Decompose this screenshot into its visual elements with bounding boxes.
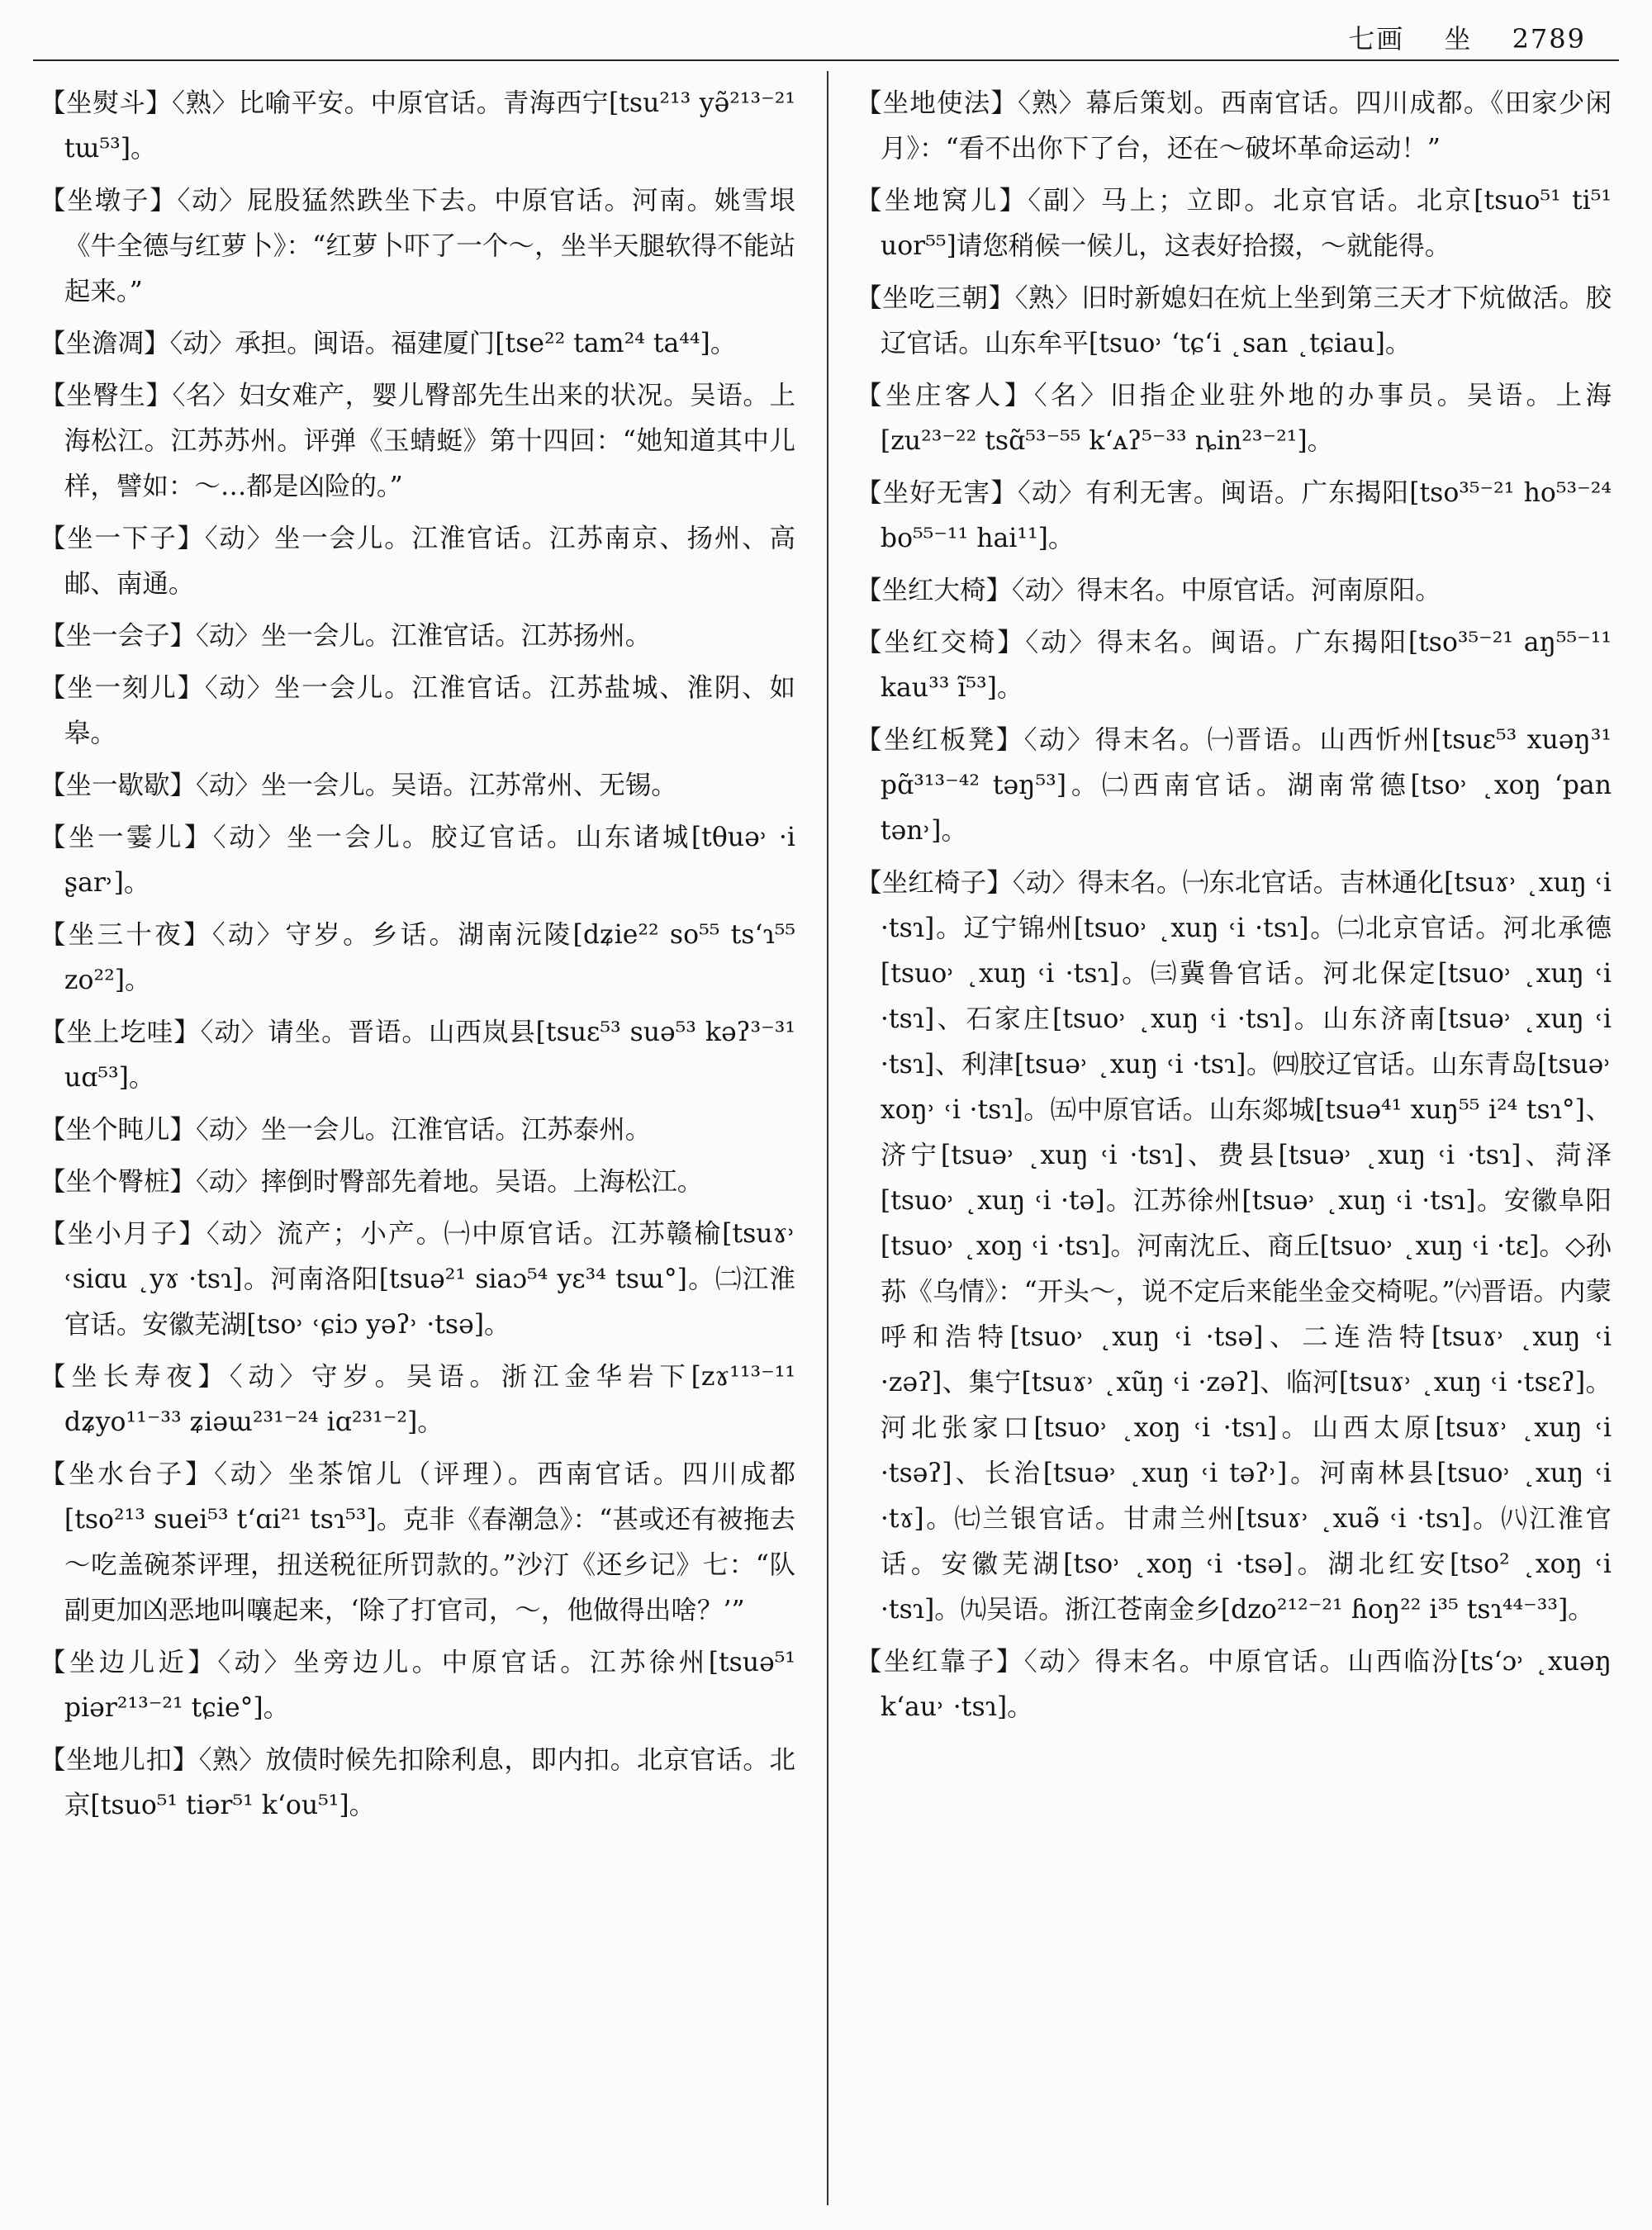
dictionary-entry: 【坐好无害】〈动〉有利无害。闽语。广东揭阳[tso³⁵⁻²¹ ho⁵³⁻²⁴ bo⁵⁵⁻¹¹ hai¹¹]。 <box>856 478 1612 553</box>
header-section: 七画 <box>1348 23 1405 55</box>
dictionary-entry: 【坐小月子】〈动〉流产；小产。㈠中原官话。江苏赣榆[tsuɤ˒ ˓siɑu ˛yɤ ·tsɿ]。河南洛阳[tsuə²¹ siaɔ⁵⁴ yɛ³⁴ tsɯ°]。㈡江淮官话。安徽芜湖[tso˒ ˓ɕiɔ yəʔ˒ ·tsə]。 <box>40 1219 795 1340</box>
dictionary-entry: 【坐一霎儿】〈动〉坐一会儿。胶辽官话。山东诸城[tθuə˒ ·i ʂar˒]。 <box>40 823 795 898</box>
dictionary-entry: 【坐一会子】〈动〉坐一会儿。江淮官话。江苏扬州。 <box>40 621 652 651</box>
page-number: 2789 <box>1512 23 1586 55</box>
dictionary-entry: 【坐长寿夜】〈动〉守岁。吴语。浙江金华岩下[zɤ¹¹³⁻¹¹ dʑyo¹¹⁻³³ ʑiəɯ²³¹⁻²⁴ iɑ²³¹⁻²]。 <box>40 1362 795 1437</box>
dictionary-entry: 【坐水台子】〈动〉坐茶馆儿（评理）。西南官话。四川成都[tso²¹³ suei⁵³ t‘ɑi²¹ tsɿ⁵³]。克非《春潮急》：“甚或还有被拖去～吃盖碗茶评理，扭送税征所罚款的。”沙汀《还乡记》七：“队副更加凶恶地叫嚷起来，‘除了打官司，～，他做得出啥？’” <box>40 1459 795 1625</box>
dictionary-entry: 【坐地使法】〈熟〉幕后策划。西南官话。四川成都。《田家少闲月》：“看不出你下了台，还在～破坏革命运动！” <box>856 88 1612 164</box>
dictionary-entry: 【坐地窝儿】〈副〉马上；立即。北京官话。北京[tsuo⁵¹ ti⁵¹ uor⁵⁵]请您稍候一候儿，这表好拾掇，～就能得。 <box>856 186 1612 261</box>
dictionary-entry: 【坐熨斗】〈熟〉比喻平安。中原官话。青海西宁[tsu²¹³ yə̃²¹³⁻²¹ tɯ⁵³]。 <box>40 88 795 164</box>
dictionary-entry: 【坐红板凳】〈动〉得末名。㈠晋语。山西忻州[tsuɛ⁵³ xuəŋ³¹ pɑ̃³¹³⁻⁴² təŋ⁵³]。㈡西南官话。湖南常德[tso˒ ˛xoŋ ‘pan tən˒]。 <box>856 725 1612 846</box>
dictionary-entry: 【坐地儿扣】〈熟〉放债时候先扣除利息，即内扣。北京官话。北京[tsuo⁵¹ tiər⁵¹ k‘ou⁵¹]。 <box>40 1745 795 1820</box>
dictionary-entry: 【坐庄客人】〈名〉旧指企业驻外地的办事员。吴语。上海[zu²³⁻²² tsɑ̃⁵³⁻⁵⁵ k‘ᴀʔ⁵⁻³³ ȵin²³⁻²¹]。 <box>856 381 1612 456</box>
dictionary-entry: 【坐一歇歇】〈动〉坐一会儿。吴语。江苏常州、无锡。 <box>40 771 677 800</box>
column-divider <box>827 71 828 2205</box>
dictionary-entry: 【坐红交椅】〈动〉得末名。闽语。广东揭阳[tso³⁵⁻²¹ aŋ⁵⁵⁻¹¹ kau³³ ĩ⁵³]。 <box>856 628 1612 703</box>
dictionary-entry: 【坐一刻儿】〈动〉坐一会儿。江淮官话。江苏盐城、淮阴、如皋。 <box>40 673 795 748</box>
dictionary-entry: 【坐一下子】〈动〉坐一会儿。江淮官话。江苏南京、扬州、高邮、南通。 <box>40 524 795 599</box>
dictionary-entry: 【坐边儿近】〈动〉坐旁边儿。中原官话。江苏徐州[tsuə⁵¹ piər²¹³⁻²¹ tɕie°]。 <box>40 1648 795 1723</box>
page-header <box>33 18 1619 56</box>
dictionary-entry: 【坐上圪哇】〈动〉请坐。晋语。山西岚县[tsuɛ⁵³ suə⁵³ kəʔ³⁻³¹ uɑ⁵³]。 <box>40 1018 795 1093</box>
header-rule <box>33 59 1619 61</box>
right-column <box>856 81 1612 1737</box>
dictionary-entry: 【坐臀生】〈名〉妇女难产，婴儿臀部先生出来的状况。吴语。上海松江。江苏苏州。评弹《玉蜻蜓》第十四回：“她知道其中儿样，譬如：～…都是凶险的。” <box>40 381 795 501</box>
dictionary-entry: 【坐个臀桩】〈动〉摔倒时臀部先着地。吴语。上海松江。 <box>40 1167 704 1197</box>
dictionary-entry: 【坐澹凋】〈动〉承担。闽语。福建厦门[tse²² tam²⁴ ta⁴⁴]。 <box>40 329 737 358</box>
dictionary-entry: 【坐红靠子】〈动〉得末名。中原官话。山西临汾[ts‘ɔ˒ ˛xuəŋ k‘au˒ ·tsɿ]。 <box>856 1647 1612 1722</box>
dictionary-entry: 【坐墩子】〈动〉屁股猛然跌坐下去。中原官话。河南。姚雪垠《牛全德与红萝卜》：“红萝卜吓了一个～，坐半天腿软得不能站起来。” <box>40 186 795 306</box>
dictionary-entry: 【坐个盹儿】〈动〉坐一会儿。江淮官话。江苏泰州。 <box>40 1115 652 1145</box>
dictionary-entry: 【坐吃三朝】〈熟〉旧时新媳妇在炕上坐到第三天才下炕做活。胶辽官话。山东牟平[tsuo˒ ‘tɕ‘i ˛san ˛tɕiau]。 <box>856 283 1612 358</box>
left-column <box>40 81 795 1835</box>
dictionary-entry: 【坐三十夜】〈动〉守岁。乡话。湖南沅陵[dʑie²² so⁵⁵ ts‘ɿ⁵⁵ zo²²]。 <box>40 920 795 995</box>
header-radical: 坐 <box>1444 23 1473 55</box>
dictionary-entry: 【坐红椅子】〈动〉得末名。㈠东北官话。吉林通化[tsuɤ˒ ˛xuŋ ˓i ·tsɿ]。辽宁锦州[tsuo˒ ˛xuŋ ˓i ·tsɿ]。㈡北京官话。河北承德[tsuo˒ ˛xuŋ ˓i ·tsɿ]。㈢冀鲁官话。河北保定[tsuo˒ ˛xuŋ ˓i ·tsɿ]、石家庄[tsuo˒ ˛xuŋ ˓i ·tsɿ]。山东济南[tsuə˒ ˛xuŋ ˓i ·tsɿ]、利津[tsuə˒ ˛xuŋ ˓i ·tsɿ]。㈣胶辽官话。山东青岛[tsuə˒ xoŋ˒ ˓i ·tsɿ]。㈤中原官话。山东郯城[tsuə⁴¹ xuŋ⁵⁵ i²⁴ tsɿ°]、济宁[tsuə˒ ˛xuŋ ˓i ·tsɿ]、费县[tsuə˒ ˛xuŋ ˓i ·tsɿ]、菏泽[tsuo˒ ˛xuŋ ˓i ·tə]。江苏徐州[tsuə˒ ˛xuŋ ˓i ·tsɿ]。安徽阜阳[tsuo˒ ˛xoŋ ˓i ·tsɿ]。河南沈丘、商丘[tsuo˒ ˛xuŋ ˓i ·tɛ]。◇孙荪《乌情》：“开头～，说不定后来能坐金交椅呢。”㈥晋语。内蒙呼和浩特[tsuo˒ ˛xuŋ ˓i ·tsə]、二连浩特[tsuɤ˒ ˛xuŋ ˓i ·zəʔ]、集宁[tsuɤ˒ ˛xũŋ ˓i ·zəʔ]、临河[tsuɤ˒ ˛xuŋ ˓i ·tsɛʔ]。河北张家口[tsuo˒ ˛xoŋ ˓i ·tsɿ]。山西太原[tsuɤ˒ ˛xuŋ ˓i ·tsəʔ]、长治[tsuə˒ ˛xuŋ ˓i təʔ˒]。河南林县[tsuo˒ ˛xuŋ ˓i ·tɤ]。㈦兰银官话。甘肃兰州[tsuɤ˒ ˛xuə̃ ˓i ·tsɿ]。㈧江淮官话。安徽芜湖[tso˒ ˛xoŋ ˓i ·tsə]。湖北红安[tso² ˛xoŋ ˓i ·tsɿ]。㈨吴语。浙江苍南金乡[dzo²¹²⁻²¹ ɦoŋ²² i³⁵ tsɿ⁴⁴⁻³³]。 <box>856 868 1612 1625</box>
header-text <box>1318 18 1586 56</box>
dictionary-entry: 【坐红大椅】〈动〉得末名。中原官话。河南原阳。 <box>856 576 1441 605</box>
